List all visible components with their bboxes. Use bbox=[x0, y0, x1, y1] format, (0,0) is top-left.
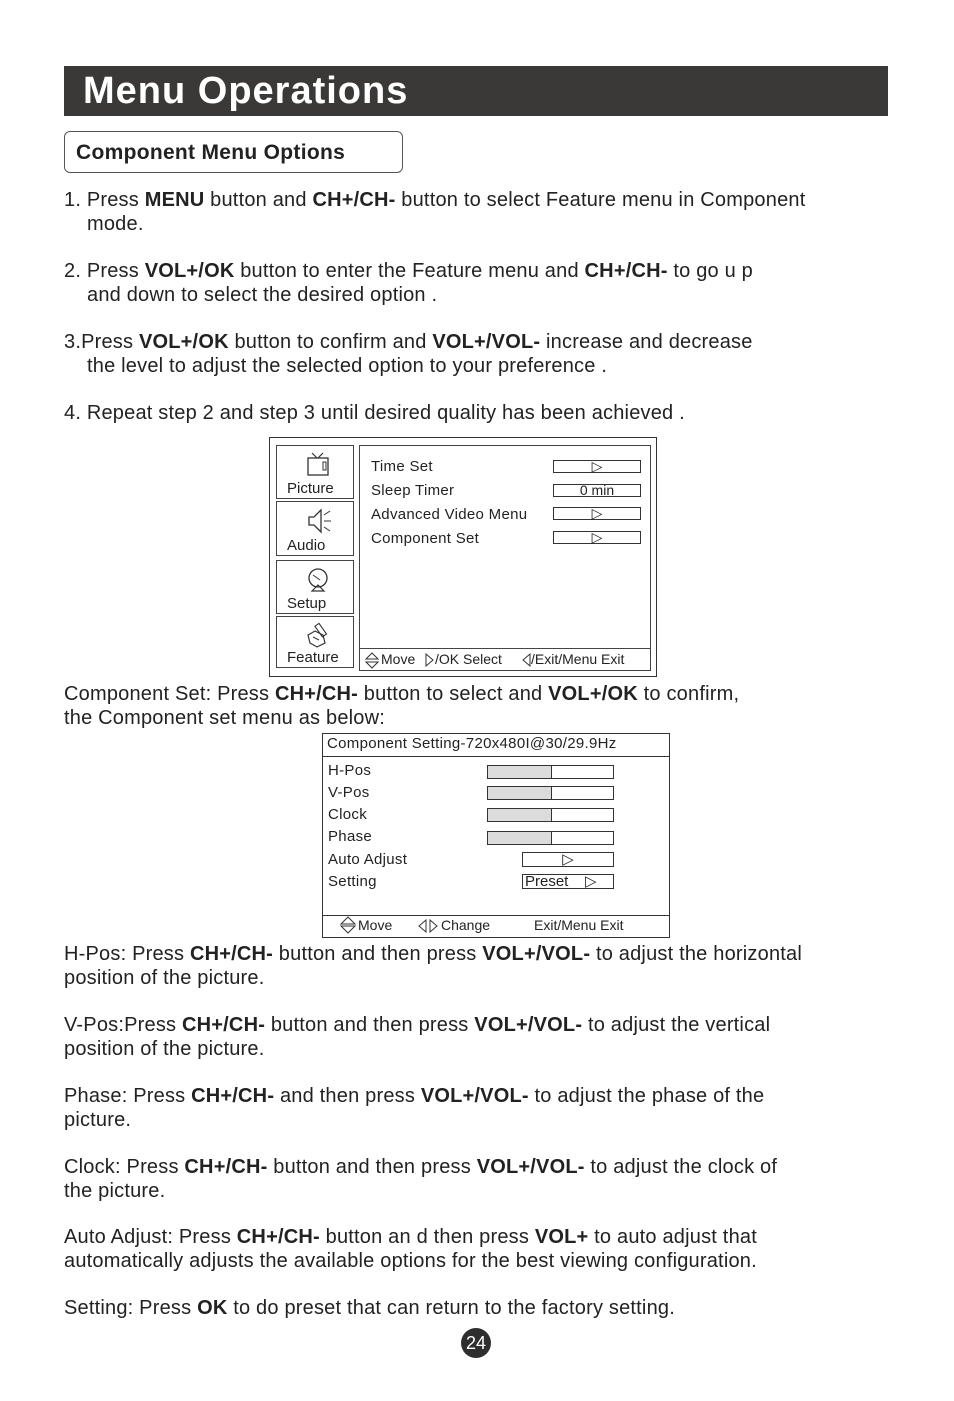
time-set-arrow-box[interactable]: ▷ bbox=[553, 460, 641, 473]
clock-slider[interactable] bbox=[487, 808, 614, 822]
satellite-dish-icon bbox=[303, 565, 333, 595]
component-set-arrow-box[interactable]: ▷ bbox=[553, 531, 641, 544]
desc-setting: Setting: Press OK to do preset that can return to the factory setting. bbox=[64, 1297, 675, 1319]
step-4: 4. Repeat step 2 and step 3 until desired quality has been achieved . bbox=[64, 402, 685, 424]
auto-adjust-arrow-box[interactable]: ▷ bbox=[522, 852, 614, 867]
slider-fill bbox=[488, 766, 552, 778]
v-pos-slider[interactable] bbox=[487, 786, 614, 800]
slider-fill bbox=[488, 787, 552, 799]
left-arrow-icon bbox=[522, 653, 531, 667]
tv-icon bbox=[303, 450, 333, 480]
footer-change-label: Change bbox=[441, 917, 491, 933]
advanced-video-arrow-box[interactable]: ▷ bbox=[553, 507, 641, 520]
setting-value-box[interactable] bbox=[522, 874, 614, 889]
footer-exit-label: /Exit/Menu Exit bbox=[531, 651, 625, 667]
desc-auto-adjust: Auto Adjust: Press CH+/CH- button an d then press VOL+ to auto adjust that automatically adjusts the available options for the best viewing configuration. bbox=[64, 1226, 757, 1272]
step-3: 3.Press VOL+/OK button to confirm and VOL+/VOL- increase and decrease the level to adjust the selected option to your preference . bbox=[64, 331, 753, 377]
menu-item-sleep-timer[interactable]: Sleep Timer bbox=[371, 482, 455, 499]
page-banner bbox=[64, 66, 888, 116]
phase-slider[interactable] bbox=[487, 831, 614, 845]
menu-item-clock[interactable]: Clock bbox=[328, 806, 368, 823]
up-down-arrow-icon bbox=[340, 916, 356, 934]
speaker-icon bbox=[303, 506, 333, 536]
tab-audio[interactable] bbox=[276, 501, 354, 556]
up-down-arrow-icon bbox=[365, 652, 379, 669]
desc-phase: Phase: Press CH+/CH- and then press VOL+/VOL- to adjust the phase of the picture. bbox=[64, 1085, 765, 1131]
component-menu-title: Component Setting-720x480I@30/29.9Hz bbox=[327, 735, 617, 752]
slider-fill bbox=[488, 832, 552, 844]
menu-item-v-pos[interactable]: V-Pos bbox=[328, 784, 370, 801]
step-1: 1. Press MENU button and CH+/CH- button to select Feature menu in Component mode. bbox=[64, 189, 806, 235]
setting-value: Preset bbox=[525, 873, 569, 890]
menu-item-time-set[interactable]: Time Set bbox=[371, 458, 433, 475]
right-arrow-icon bbox=[425, 653, 434, 667]
menu-item-h-pos[interactable]: H-Pos bbox=[328, 762, 372, 779]
component-set-intro: Component Set: Press CH+/CH- button to select and VOL+/OK to confirm, the Component set menu as below: bbox=[64, 683, 740, 729]
menu-item-advanced-video[interactable]: Advanced Video Menu bbox=[371, 506, 528, 523]
menu-item-setting[interactable]: Setting bbox=[328, 873, 377, 890]
section-heading-box bbox=[64, 131, 403, 173]
feature-menu-footer bbox=[360, 648, 650, 671]
footer-select-label: /OK Select bbox=[435, 651, 502, 667]
slider-fill bbox=[488, 809, 552, 821]
footer-exit-label: Exit/Menu Exit bbox=[534, 917, 624, 933]
footer-move-label: Move bbox=[381, 651, 416, 667]
tab-label: Audio bbox=[287, 537, 326, 554]
sleep-timer-value[interactable]: 0 min bbox=[553, 484, 641, 497]
tab-label: Feature bbox=[287, 649, 339, 666]
tab-label: Picture bbox=[287, 480, 334, 497]
setting-arrow: ▷ bbox=[585, 873, 597, 890]
tab-setup[interactable] bbox=[276, 560, 354, 614]
tab-label: Setup bbox=[287, 595, 327, 612]
menu-item-auto-adjust[interactable]: Auto Adjust bbox=[328, 851, 408, 868]
footer-move-label: Move bbox=[358, 917, 393, 933]
component-menu-title-divider bbox=[323, 756, 669, 757]
left-right-arrow-icon bbox=[418, 919, 438, 933]
step-2: 2. Press VOL+/OK button to enter the Feature menu and CH+/CH- to go u p and down to select the desired option . bbox=[64, 260, 754, 306]
section-title: Component Menu Options bbox=[76, 141, 346, 164]
h-pos-slider[interactable] bbox=[487, 765, 614, 779]
page-title: Menu Operations bbox=[83, 70, 409, 112]
tab-feature[interactable] bbox=[276, 616, 354, 668]
page-number-badge: 24 bbox=[461, 1328, 491, 1358]
desc-v-pos: V-Pos:Press CH+/CH- button and then press VOL+/VOL- to adjust the vertical position of the picture. bbox=[64, 1014, 771, 1060]
desc-h-pos: H-Pos: Press CH+/CH- button and then press VOL+/VOL- to adjust the horizontal position of the picture. bbox=[64, 943, 802, 989]
menu-item-phase[interactable]: Phase bbox=[328, 828, 373, 845]
hand-remote-icon bbox=[303, 621, 333, 651]
component-menu-footer-divider bbox=[323, 915, 669, 916]
desc-clock: Clock: Press CH+/CH- button and then press VOL+/VOL- to adjust the clock of the picture. bbox=[64, 1156, 778, 1202]
feature-menu-panel bbox=[359, 445, 651, 671]
menu-item-component-set[interactable]: Component Set bbox=[371, 530, 480, 547]
tab-picture[interactable] bbox=[276, 445, 354, 499]
